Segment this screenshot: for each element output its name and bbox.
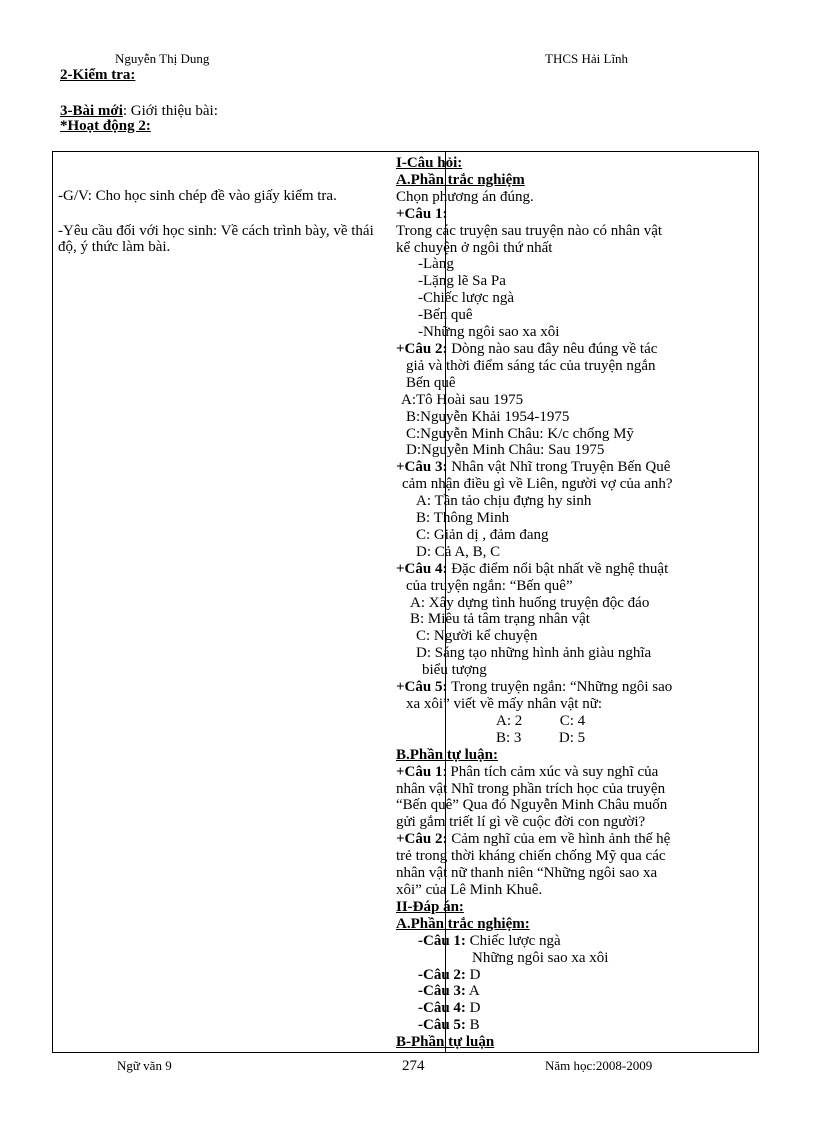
answer-row xyxy=(396,1000,756,1017)
q3-text-line: cảm nhận điều gì về Liên, người vợ của anh? xyxy=(402,476,673,493)
instruction-text: Chọn phương án đúng. xyxy=(396,188,534,205)
answer-row xyxy=(396,1017,756,1034)
author-name: Nguyễn Thị Dung xyxy=(115,51,210,66)
q3-text: Nhân vật Nhĩ trong Truyện Bến Quê xyxy=(447,459,671,476)
bai-moi-label: 3-Bài mới xyxy=(60,103,123,119)
q5-label: +Câu 5: xyxy=(396,679,448,696)
q1-option: -Những ngôi sao xa xôi xyxy=(418,324,560,341)
q2-line xyxy=(396,341,756,358)
q3-option: C: Giản dị , đảm đang xyxy=(416,526,549,543)
answer-label: -Câu 1: xyxy=(418,932,466,949)
q1-option: -Chiếc lược ngà xyxy=(418,290,515,307)
q2-option: A:Tô Hoài sau 1975 xyxy=(401,391,524,408)
teacher-column xyxy=(58,188,388,274)
q4-text-line: của truyện ngắn: “Bến quê” xyxy=(406,577,573,594)
q3-option: A: Tần tảo chịu đựng hy sinh xyxy=(416,493,592,510)
q1-label: +Câu 1: xyxy=(396,205,448,222)
q3-label: +Câu 3: xyxy=(396,459,448,476)
teacher-instruction-1: -G/V: Cho học sinh chép đề vào giấy kiểm tra. xyxy=(58,188,337,204)
q2-text: Dòng nào sau đây nêu đúng về tác xyxy=(447,340,658,357)
q2-text-line: giả và thời điểm sáng tác của truyện ngắn xyxy=(406,357,656,374)
essay-q2-line: nhân vật nữ thanh niên “Những ngôi sao xa xyxy=(396,865,658,882)
q5-line xyxy=(396,679,756,696)
q2-option: B:Nguyễn Khải 1954-1975 xyxy=(406,408,570,425)
q4-text: Đặc điểm nổi bật nhất về nghệ thuật xyxy=(447,560,669,577)
q4-option: B: Miêu tả tâm trạng nhân vật xyxy=(410,611,590,628)
answer-row xyxy=(396,933,756,950)
answer-value: Những ngôi sao xa xôi xyxy=(472,949,609,966)
q5-option: A: 2 C: 4 xyxy=(496,712,586,729)
essay-q2-line: trẻ trong thời kháng chiến chống Mỹ qua các xyxy=(396,848,666,865)
answer-label: -Câu 5: xyxy=(418,1017,466,1034)
footer-page-number: 274 xyxy=(402,1058,425,1074)
q4-option: biểu tượng xyxy=(422,662,487,679)
footer-subject: Ngữ văn 9 xyxy=(117,1058,172,1073)
section-hoat-dong: *Hoạt động 2: xyxy=(60,118,151,134)
section-kiem-tra: 2-Kiểm tra: xyxy=(60,67,136,83)
answer-value: Chiếc lược ngà xyxy=(465,932,561,949)
school-name: THCS Hải Lĩnh xyxy=(545,51,629,66)
q5-text: Trong truyện ngắn: “Những ngôi sao xyxy=(447,679,673,696)
q1-text-line: kể chuyện ở ngôi thứ nhất xyxy=(396,239,553,256)
q2-option: D:Nguyễn Minh Châu: Sau 1975 xyxy=(406,442,605,459)
answer-value: D xyxy=(465,1000,481,1017)
q5-option: B: 3 D: 5 xyxy=(496,729,586,746)
q1-text-line: Trong các truyện sau truyện nào có nhân vật xyxy=(396,222,663,239)
answers-heading: II-Đáp án: xyxy=(396,898,464,915)
bai-moi-text: : Giới thiệu bài: xyxy=(122,103,218,119)
answer-row xyxy=(396,983,756,1000)
essay-q2-line: xôi” của Lê Minh Khuê. xyxy=(396,881,543,898)
activity-table xyxy=(52,151,759,1053)
essay-q1-line: “Bến quê” Qua đó Nguyễn Minh Châu muốn xyxy=(396,797,668,814)
essay-q1-line xyxy=(396,764,756,781)
q4-option: C: Người kể chuyện xyxy=(416,628,538,645)
questions-heading: I-Câu hỏi: xyxy=(396,155,463,171)
essay-q2-label: +Câu 2: xyxy=(396,831,448,848)
q4-line xyxy=(396,561,756,578)
q4-option: A: Xây dựng tình huống truyện độc đáo xyxy=(410,594,650,611)
essay-heading: B.Phần tự luận: xyxy=(396,746,498,763)
essay-q2-text: Cảm nghĩ của em về hình ảnh thế hệ xyxy=(447,831,671,848)
answer-row xyxy=(396,967,756,984)
essay-q1-line: gửi gắm triết lí gì về cuộc đời con người? xyxy=(396,814,646,831)
answer-row xyxy=(396,950,756,967)
answers-essay-heading: B-Phần tự luận xyxy=(396,1034,495,1051)
answer-value: D xyxy=(465,966,481,983)
q1-option: -Lặng lẽ Sa Pa xyxy=(418,273,506,290)
multiple-choice-heading: A.Phần trắc nghiệm xyxy=(396,171,525,188)
q1-option: -Bến quê xyxy=(418,307,473,324)
essay-q1-line: nhân vật Nhĩ trong phần trích học của truyện xyxy=(396,780,666,797)
q2-text-line: Bến quê xyxy=(406,374,456,391)
content-column xyxy=(396,155,756,1051)
essay-q2-line xyxy=(396,831,756,848)
q2-option: C:Nguyễn Minh Châu: K/c chống Mỹ xyxy=(406,425,634,442)
footer-school-year: Năm học:2008-2009 xyxy=(545,1058,653,1073)
essay-q1-label: +Câu 1 xyxy=(396,763,443,780)
q3-line xyxy=(396,459,756,476)
answer-value: A xyxy=(465,983,480,1000)
answer-label: -Câu 2: xyxy=(418,966,466,983)
answer-value: B xyxy=(465,1017,480,1034)
q3-option: B: Thông Minh xyxy=(416,510,510,527)
q4-option: D: Sáng tạo những hình ảnh giàu nghĩa xyxy=(416,645,652,662)
answers-mc-heading: A.Phần trắc nghiệm: xyxy=(396,915,530,932)
q1-option: -Làng xyxy=(418,256,454,273)
answer-label: -Câu 4: xyxy=(418,1000,466,1017)
teacher-instruction-2: -Yêu cầu đối với học sinh: Về cách trình bày, về thái độ, ý thức làm bài. xyxy=(58,223,374,255)
q5-text-line: xa xôi” viết về mấy nhân vật nữ: xyxy=(406,696,602,712)
q3-option: D: Cả A, B, C xyxy=(416,543,501,560)
essay-q1-text: : Phân tích cảm xúc và suy nghĩ của xyxy=(442,763,659,780)
q2-label: +Câu 2: xyxy=(396,340,448,357)
answer-label: -Câu 3: xyxy=(418,983,466,1000)
q4-label: +Câu 4: xyxy=(396,560,448,577)
